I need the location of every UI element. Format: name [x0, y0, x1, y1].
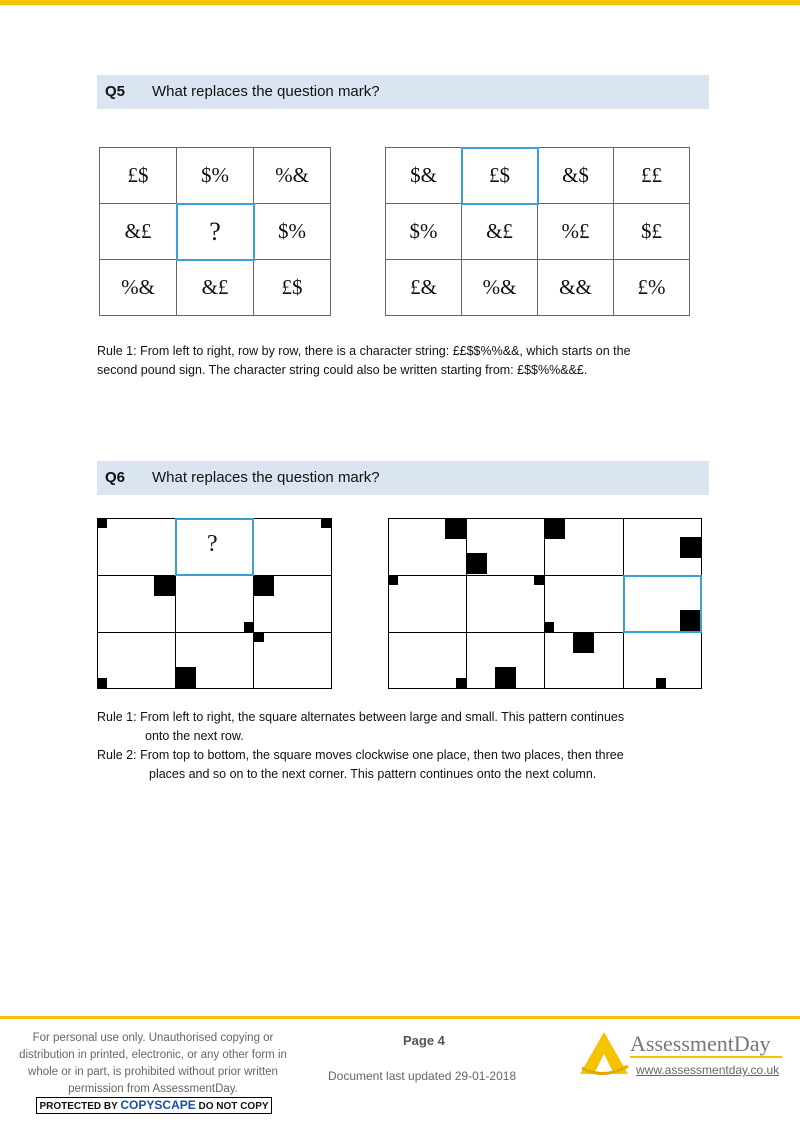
q5-puzzle-cell: %& [100, 260, 177, 316]
q6-puzzle-cell [97, 632, 176, 689]
copyscape-text-a: PROTECTED BY [39, 1101, 121, 1112]
q5-puzzle-cell: &£ [100, 204, 177, 260]
q5-option[interactable]: $& [386, 148, 462, 204]
q6-rule2: Rule 2: From top to bottom, the square moves clockwise one place, then two places, then three [97, 748, 624, 762]
q5-option[interactable]: $£ [614, 204, 690, 260]
q6-rule1: Rule 1: From left to right, the square alternates between large and small. This pattern continues [97, 710, 625, 724]
q5-option[interactable]: ££ [614, 148, 690, 204]
q6-question: What replaces the question mark? [152, 469, 380, 486]
q6-option-highlighted[interactable] [623, 575, 702, 633]
top-accent-bar [0, 0, 800, 5]
q6-options-grid [388, 518, 702, 689]
q5-puzzle-cell: &£ [177, 260, 254, 316]
copyscape-badge[interactable] [36, 1097, 272, 1114]
q6-question-mark-cell [175, 518, 254, 576]
q5-question: What replaces the question mark? [152, 83, 380, 100]
large-square [253, 575, 274, 596]
q5-option[interactable]: &$ [538, 148, 614, 204]
large-square [680, 537, 701, 558]
q5-number: Q5 [105, 83, 126, 100]
q5-rule1-cont: second pound sign. The character string could also be written starting from: £$$%%&&£. [97, 363, 588, 377]
page-number: Page 4 [403, 1033, 445, 1048]
website-link[interactable]: www.assessmentday.co.uk [636, 1063, 780, 1077]
q5-puzzle-cell: £$ [100, 148, 177, 204]
small-square [97, 678, 107, 688]
q6-puzzle-cell [97, 518, 176, 576]
q6-option[interactable] [544, 575, 624, 633]
q5-puzzle-cell: $% [177, 148, 254, 204]
q5-option[interactable]: %£ [538, 204, 614, 260]
q5-puzzle-cell: £$ [254, 260, 331, 316]
q6-header [97, 461, 709, 495]
q6-rule1-cont: onto the next row. [145, 729, 244, 743]
footer-accent-line [0, 1016, 800, 1019]
large-square [544, 518, 565, 539]
q5-puzzle-cell: %& [254, 148, 331, 204]
q5-puzzle-cell: $% [254, 204, 331, 260]
assessmentday-logo-icon [578, 1030, 630, 1076]
large-square [154, 575, 175, 596]
large-square [466, 553, 487, 574]
copyscape-brand: COPYSCAPE [120, 1098, 196, 1112]
q5-option-highlighted[interactable]: £$ [462, 148, 538, 204]
q5-option[interactable]: &£ [462, 204, 538, 260]
q6-option[interactable] [388, 575, 467, 633]
q5-options-grid [385, 147, 690, 316]
large-square [445, 518, 466, 539]
logo-underline [630, 1056, 782, 1059]
small-square [321, 518, 331, 528]
small-square [656, 678, 666, 688]
large-square [573, 632, 594, 653]
q6-number: Q6 [105, 469, 126, 486]
logo-wordmark: AssessmentDay [630, 1031, 771, 1056]
small-square [254, 632, 264, 642]
q5-option[interactable]: && [538, 260, 614, 316]
q6-puzzle-cell [175, 575, 254, 633]
small-square [534, 575, 544, 585]
q6-rule2-cont: places and so on to the next corner. This pattern continues onto the next column. [149, 767, 597, 781]
q5-option[interactable]: $% [386, 204, 462, 260]
q6-rules [97, 708, 737, 784]
large-square [175, 667, 196, 688]
small-square [456, 678, 466, 688]
q6-puzzle-cell [253, 632, 332, 689]
q5-option[interactable]: £% [614, 260, 690, 316]
q5-rules [97, 342, 737, 380]
q5-option[interactable]: %& [462, 260, 538, 316]
q5-rule1: Rule 1: From left to right, row by row, there is a character string: ££$$%%&&, which starts on the [97, 344, 631, 358]
q6-question-mark: ? [207, 531, 218, 557]
large-square [495, 667, 516, 688]
small-square [388, 575, 398, 585]
q5-option[interactable]: £& [386, 260, 462, 316]
q5-header [97, 75, 709, 109]
small-square [244, 622, 254, 632]
q5-question-mark-cell: ? [177, 204, 254, 260]
last-updated: Document last updated 29-01-2018 [328, 1069, 517, 1083]
small-square [544, 622, 554, 632]
copyscape-text-c: DO NOT COPY [195, 1101, 269, 1112]
q5-puzzle-grid [99, 147, 331, 316]
copyright-notice: For personal use only. Unauthorised copying or distribution in printed, electronic, or any other form in whole or in part, is prohibited without prior written permission from AssessmentDay. [19, 1032, 287, 1095]
small-square [97, 518, 107, 528]
q6-puzzle-grid [97, 518, 332, 689]
